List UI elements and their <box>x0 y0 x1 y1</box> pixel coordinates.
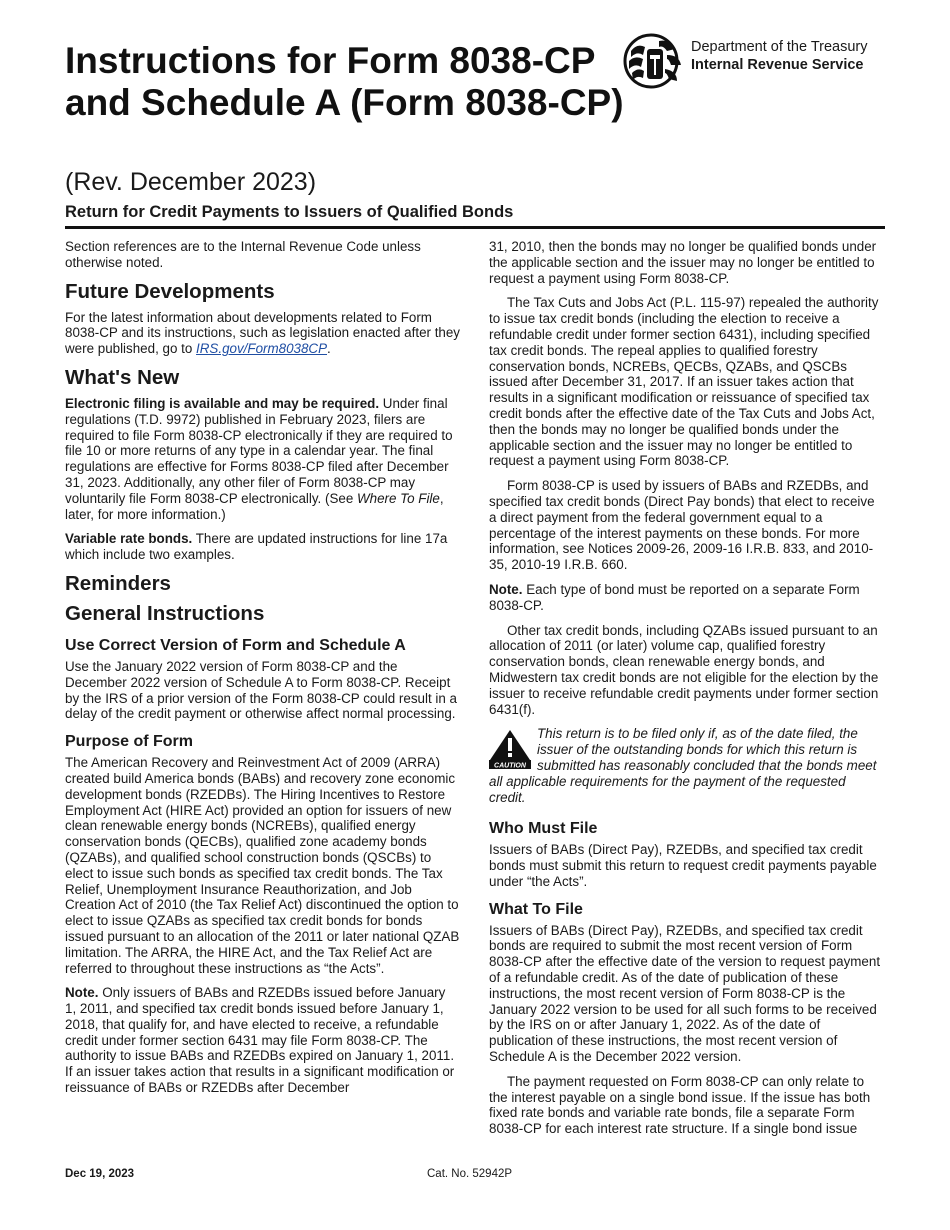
used-by-paragraph: Form 8038-CP is used by issuers of BABs and RZEDBs, and specified tax credit bonds (Direct Pay bonds) that elect to receive a direct payment from the federal government equal to a percentage of the interest payments on these bonds. For more information, see Notices 2009-26, 2009-16 I.R.B. 833, and 2010-35, 2010-19 I.R.B. 660. <box>489 478 875 573</box>
agency-department: Department of the Treasury <box>691 39 868 55</box>
general-instructions-heading: General Instructions <box>65 601 265 625</box>
whats-new-heading: What's New <box>65 365 180 389</box>
correct-version-heading: Use Correct Version of Form and Schedule A <box>65 636 406 654</box>
reminders-heading: Reminders <box>65 571 171 595</box>
efile-lead: Electronic filing is available and may be required. <box>65 395 380 411</box>
irs-form-link[interactable]: IRS.gov/Form8038CP <box>196 341 328 357</box>
agency-irs: Internal Revenue Service <box>691 57 864 73</box>
agency-block <box>691 38 868 74</box>
payment-paragraph: The payment requested on Form 8038-CP can only relate to the interest payable on a single bond issue. If the issue has both fixed rate bonds and variable rate bonds, file a separate Form 8038-CP for each interest rate structure. If a single bond issue <box>489 1073 871 1137</box>
efile-paragraph: Electronic filing is available and may be required. Under final regulations (T.D. 9972) published in February 2023, filers are required to file Form 8038-CP electronically if they are required to file 10 or more returns of any type in a calendar year. The final regulations are effective for Forms 8038-CP filed after December 31, 2023. Additionally, any other filer of Form 8038-CP may voluntarily file Form 8038-CP electronically. (See Where To File, later, for more information.) <box>65 395 453 522</box>
caution-label: CAUTION <box>494 762 526 770</box>
correct-version-paragraph: Use the January 2022 version of Form 8038-CP and the December 2022 version of Schedule A to Form 8038-CP. Receipt by the IRS of a prior version of the Form 8038-CP could result in a delay of the credit payment or otherwise affect normal processing. <box>65 658 457 722</box>
note2-paragraph: Note. Each type of bond must be reported on a separate Form 8038-CP. <box>489 581 860 613</box>
footer-date: Dec 19, 2023 <box>65 1168 135 1180</box>
who-must-file-paragraph: Issuers of BABs (Direct Pay), RZEDBs, and specified tax credit bonds must submit this return to request credit payments payable under “the Acts”. <box>489 842 877 889</box>
note-paragraph: Note. Only issuers of BABs and RZEDBs issued before January 1, 2011, and specified tax credit bonds issued before January 1, 2018, that qualify for, and have elected to receive, a refundable credit under former section 6431 may file Form 8038-CP. The authority to issue BABs and RZEDBs expired on January 1, 2011. If an issuer takes action that results in a significant modification or reissuance of BABs or RZEDBs after December <box>65 985 455 1096</box>
what-to-file-paragraph: Issuers of BABs (Direct Pay), RZEDBs, and specified tax credit bonds are required to submit the most recent version of Form 8038-CP after the effective date of the version to request payment of a refundable credit. As of the date of publication of these instructions, the most recent version of Form 8038-CP is the January 2022 version to be used for all such forms to be received by the IRS on or after January 1, 2022. As of the date of publication of these instructions, the most recent version of Schedule A is the December 2022 version. <box>489 922 881 1065</box>
note-lead: Note. <box>65 985 99 1001</box>
purpose-paragraph: The American Recovery and Reinvestment Act of 2009 (ARRA) created build America bonds (BABs) and recovery zone economic development bonds (RZEDBs). The Hiring Incentives to Restore Employment Act (HIRE Act) provided an option for issuers of new clean renewable energy bonds (NCREBs), qualified energy conservation bonds (QECBs), qualified zone academy bonds (QZABs), and qualified school construction bonds (QSCBs) to elect to issue such bonds as specified tax credit bonds. The Tax Relief, Unemployment Insurance Reauthorization, and Job Creation Act of 2010 (the Tax Relief Act) discontinued the option to elect to issue QZABs as specified tax credit bonds for bonds issued pursuant to an allocation of the 2011 or later national QZAB limitation. The ARRA, the HIRE Act, and the Tax Relief Act are referred to throughout these instructions as “the Acts”. <box>65 755 460 976</box>
caution-text: This return is to be filed only if, as of the date filed, the issuer of the outstanding bonds for which this return is submitted has reasonably concluded that the bonds meet all applicable requirements for the payment of the requested credit. <box>489 726 877 805</box>
left-column <box>65 239 460 1105</box>
variable-rate-paragraph: Variable rate bonds. There are updated instructions for line 17a which include two examples. <box>65 531 448 563</box>
future-developments-heading: Future Developments <box>65 279 275 303</box>
form-subtitle: Return for Credit Payments to Issuers of Qualified Bonds <box>65 202 885 229</box>
future-developments-paragraph: For the latest information about developments related to Form 8038-CP and its instructions, such as legislation enacted after they were published, go to IRS.gov/Form8038CP. <box>65 309 461 357</box>
catalog-number: Cat. No. 52942P <box>427 1168 513 1180</box>
caution-icon <box>489 729 531 769</box>
page-title: Instructions for Form 8038-CP and Schedule A (Form 8038-CP) <box>65 40 624 123</box>
caution-box <box>489 726 885 805</box>
where-to-file-ref: Where To File <box>356 490 440 506</box>
revision-date: (Rev. December 2023) <box>65 168 317 196</box>
what-to-file-heading: What To File <box>489 900 583 918</box>
intro-paragraph: Section references are to the Internal Revenue Code unless otherwise noted. <box>65 239 421 270</box>
continued-paragraph: 31, 2010, then the bonds may no longer be qualified bonds under the applicable section and the issuer may no longer be entitled to request a payment using Form 8038-CP. <box>489 239 877 286</box>
other-bonds-paragraph: Other tax credit bonds, including QZABs issued pursuant to an allocation of 2011 (or later) volume cap, qualified forestry conservation bonds, clean renewable energy bonds, and Midwestern tax credit bonds are not eligible for the election by the issuer to receive refundable credit payments under former section 6431(f). <box>489 622 879 717</box>
tcja-paragraph: The Tax Cuts and Jobs Act (P.L. 115-97) repealed the authority to issue tax credit bonds (including the election to receive a refundable credit under former section 6431), including specified tax credit bonds. The repeal applies to qualified forestry conservation bonds, NCREBs, QECBs, QZABs, and QSCBs issued after December 31, 2017. If an issuer takes action that results in a significant modification or reissuance of specified tax credit bonds after the effective date of the Tax Cuts and Jobs Act, then the bonds may no longer be qualified bonds under the applicable section and the issuer may no longer be entitled to request a payment using Form 8038-CP. <box>489 295 879 469</box>
irs-eagle-logo-icon <box>623 33 685 89</box>
who-must-file-heading: Who Must File <box>489 820 598 838</box>
purpose-heading: Purpose of Form <box>65 733 194 751</box>
right-column <box>489 239 885 1146</box>
note2-lead: Note. <box>489 581 523 597</box>
variable-rate-lead: Variable rate bonds. <box>65 531 193 547</box>
